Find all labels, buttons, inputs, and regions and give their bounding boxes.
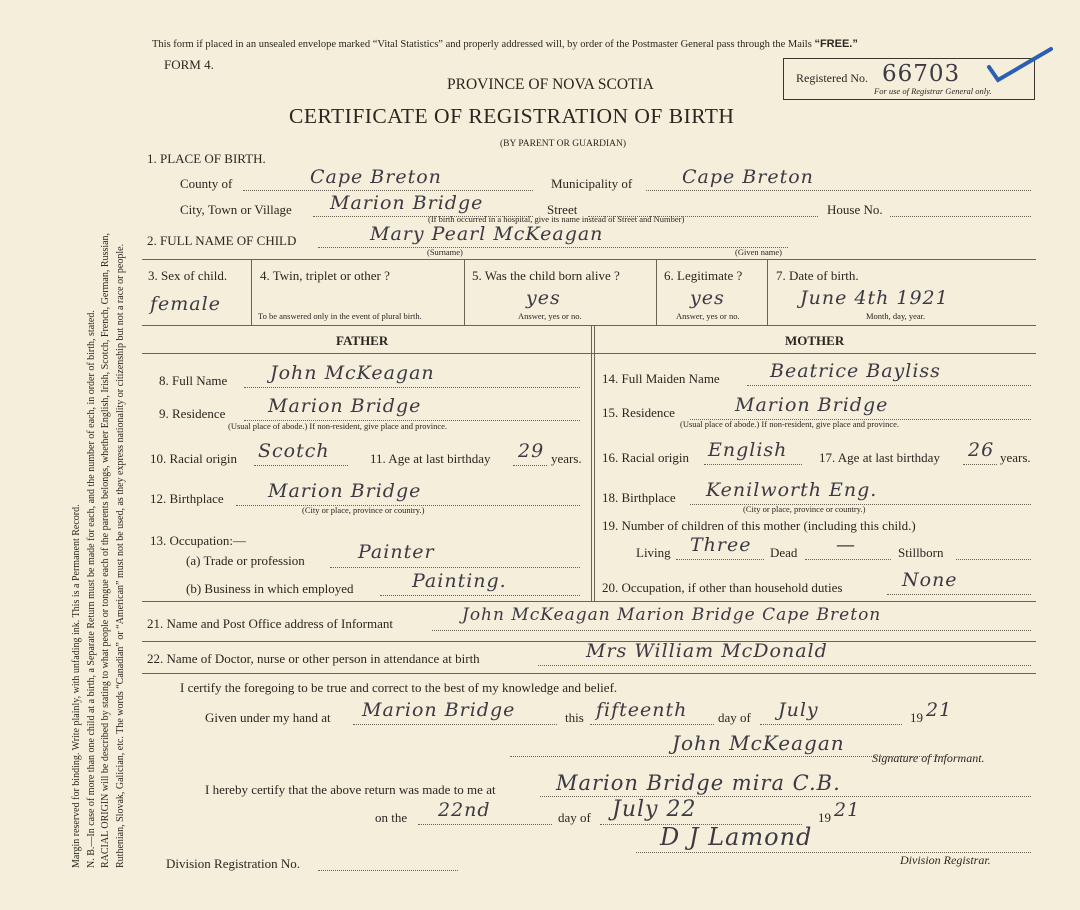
legitimate-value: yes xyxy=(690,287,725,309)
mother-racial-label: 16. Racial origin xyxy=(602,450,690,465)
informant-label: 21. Name and Post Office address of Informant xyxy=(147,616,393,631)
street-label: Street xyxy=(547,202,578,217)
father-occupation-label: 13. Occupation:— xyxy=(150,533,247,548)
mother-birthplace-value: Kenilworth Eng. xyxy=(706,479,878,501)
registrar-signature: D J Lamond xyxy=(660,823,813,851)
given-day-value: fifteenth xyxy=(596,699,688,721)
this-label: this xyxy=(565,710,584,725)
division-registration-label: Division Registration No. xyxy=(166,856,300,871)
sex-label: 3. Sex of child. xyxy=(148,268,228,283)
return-place-value: Marion Bridge mira C.B. xyxy=(556,771,841,795)
given-month-value: July xyxy=(778,699,819,721)
father-racial-value: Scotch xyxy=(258,440,330,462)
return-year-value: 21 xyxy=(834,799,861,821)
margin-line-1: Margin reserved for binding. Write plainly, with unfading ink. This is a Permanent Record. xyxy=(71,504,82,868)
return-day-value: 22nd xyxy=(438,799,491,821)
registered-note: For use of Registrar General only. xyxy=(874,86,992,96)
father-birthplace-value: Marion Bridge xyxy=(268,480,422,502)
father-birthplace-note: (City or place, province or country.) xyxy=(302,505,425,515)
certify-text: I certify the foregoing to be true and correct to the best of my knowledge and belief. xyxy=(180,680,618,695)
father-years-label: years. xyxy=(551,451,582,466)
dead-value: — xyxy=(836,534,856,556)
informant-signature: John McKeagan xyxy=(672,731,845,755)
legitimate-note: Answer, yes or no. xyxy=(676,311,740,321)
father-age-value: 29 xyxy=(518,440,545,462)
mother-age-value: 26 xyxy=(968,439,995,461)
father-residence-note: (Usual place of abode.) If non-resident, give place and province. xyxy=(228,421,448,431)
child-name-label: 2. FULL NAME OF CHILD xyxy=(147,233,297,248)
return-month-value: July 22 xyxy=(612,797,697,822)
doctor-label: 22. Name of Doctor, nurse or other person in attendance at birth xyxy=(147,651,480,666)
margin-instructions xyxy=(70,68,128,868)
place-of-birth-label: 1. PLACE OF BIRTH. xyxy=(147,151,266,166)
mother-birthplace-note: (City or place, province or country.) xyxy=(743,504,866,514)
sex-value: female xyxy=(150,293,221,315)
father-business-value: Painting. xyxy=(412,570,507,592)
living-label: Living xyxy=(636,545,671,560)
margin-line-4: Ruthenian, Slovak, Galician, etc. The words “Canadian” or “American” must not be used, as they express nationality or citizenship but not a race or people. xyxy=(114,243,126,868)
father-age-label: 11. Age at last birthday xyxy=(370,451,491,466)
informant-value: John McKeagan Marion Bridge Cape Breton xyxy=(462,605,882,625)
mother-residence-label: 15. Residence xyxy=(602,405,675,420)
dead-label: Dead xyxy=(770,545,798,560)
legitimate-label: 6. Legitimate ? xyxy=(664,268,743,283)
given-year-prefix: 19 xyxy=(910,710,923,725)
given-name-note: (Given name) xyxy=(735,247,782,257)
mother-children-label: 19. Number of children of this mother (including this child.) xyxy=(602,518,916,533)
alive-note: Answer, yes or no. xyxy=(518,311,582,321)
day-of-label: day of xyxy=(718,710,751,725)
father-heading: FATHER xyxy=(336,333,389,348)
county-value: Cape Breton xyxy=(310,166,442,188)
mother-residence-note: (Usual place of abode.) If non-resident, give place and province. xyxy=(680,419,900,429)
doctor-value: Mrs William McDonald xyxy=(586,640,828,662)
twin-note: To be answered only in the event of plural birth. xyxy=(258,311,422,321)
certificate-title: CERTIFICATE OF REGISTRATION OF BIRTH xyxy=(289,104,735,128)
county-label: County of xyxy=(180,176,233,191)
postal-notice xyxy=(152,38,858,50)
father-business-label: (b) Business in which employed xyxy=(186,581,354,596)
day-of-label-2: day of xyxy=(558,810,591,825)
stillborn-label: Stillborn xyxy=(898,545,944,560)
house-number-label: House No. xyxy=(827,202,883,217)
municipality-label: Municipality of xyxy=(551,176,633,191)
form-number: FORM 4. xyxy=(164,57,214,72)
blue-check-mark xyxy=(986,45,1056,85)
living-value: Three xyxy=(690,534,752,556)
mother-heading: MOTHER xyxy=(785,333,845,348)
mother-age-label: 17. Age at last birthday xyxy=(819,450,940,465)
mother-years-label: years. xyxy=(1000,450,1031,465)
mother-name-label: 14. Full Maiden Name xyxy=(602,371,720,386)
given-place-value: Marion Bridge xyxy=(362,699,516,721)
mother-racial-value: English xyxy=(708,439,788,461)
alive-value: yes xyxy=(526,287,561,309)
surname-note: (Surname) xyxy=(427,247,463,257)
given-label: Given under my hand at xyxy=(205,710,331,725)
mother-birthplace-label: 18. Birthplace xyxy=(602,490,676,505)
municipality-value: Cape Breton xyxy=(682,166,814,188)
father-residence-label: 9. Residence xyxy=(159,406,226,421)
mother-occupation-value: None xyxy=(902,569,958,591)
dob-label: 7. Date of birth. xyxy=(776,268,859,283)
registered-number: 66703 xyxy=(882,61,961,87)
given-year-value: 21 xyxy=(926,699,953,721)
registered-label: Registered No. xyxy=(796,71,868,85)
father-birthplace-label: 12. Birthplace xyxy=(150,491,224,506)
margin-line-3: RACIAL ORIGIN will be described by stating to what people or tongue each of the parents belongs, whether English, Irish, Scotch, French, German, Russian, xyxy=(100,232,111,868)
city-label: City, Town or Village xyxy=(180,202,292,217)
twin-label: 4. Twin, triplet or other ? xyxy=(260,268,390,283)
child-name-value: Mary Pearl McKeagan xyxy=(370,223,604,245)
province-heading: PROVINCE OF NOVA SCOTIA xyxy=(447,76,654,93)
father-trade-value: Painter xyxy=(358,541,435,563)
signature-of-informant-label: Signature of Informant. xyxy=(872,751,985,765)
return-year-prefix: 19 xyxy=(818,810,831,825)
city-value: Marion Bridge xyxy=(330,192,484,214)
mother-residence-value: Marion Bridge xyxy=(735,394,889,416)
father-residence-value: Marion Bridge xyxy=(268,395,422,417)
division-registrar-label: Division Registrar. xyxy=(900,853,991,867)
father-racial-label: 10. Racial origin xyxy=(150,451,238,466)
certificate-subtitle: (BY PARENT OR GUARDIAN) xyxy=(500,139,627,149)
father-trade-label: (a) Trade or profession xyxy=(186,553,305,568)
alive-label: 5. Was the child born alive ? xyxy=(472,268,620,283)
on-the-label: on the xyxy=(375,810,408,825)
margin-line-2: N. B.—In case of more than one child at a birth, a Separate Return must be made for each, and the number of each, in order of birth, stated. xyxy=(85,310,97,868)
dob-value: June 4th 1921 xyxy=(800,287,949,309)
father-name-label: 8. Full Name xyxy=(159,373,228,388)
mother-name-value: Beatrice Bayliss xyxy=(770,360,941,382)
mother-occupation-label: 20. Occupation, if other than household duties xyxy=(602,580,843,595)
return-text: I hereby certify that the above return was made to me at xyxy=(205,782,496,797)
father-name-value: John McKeagan xyxy=(270,362,435,384)
free-label: “FREE.” xyxy=(814,38,858,50)
street-note: (If birth occurred in a hospital, give its name instead of Street and Number) xyxy=(428,214,685,224)
dob-note: Month, day, year. xyxy=(866,311,926,321)
postal-notice-text: This form if placed in an unsealed envelope marked “Vital Statistics” and properly addressed will, by order of the Postmaster General pass through the Mails xyxy=(152,39,812,50)
